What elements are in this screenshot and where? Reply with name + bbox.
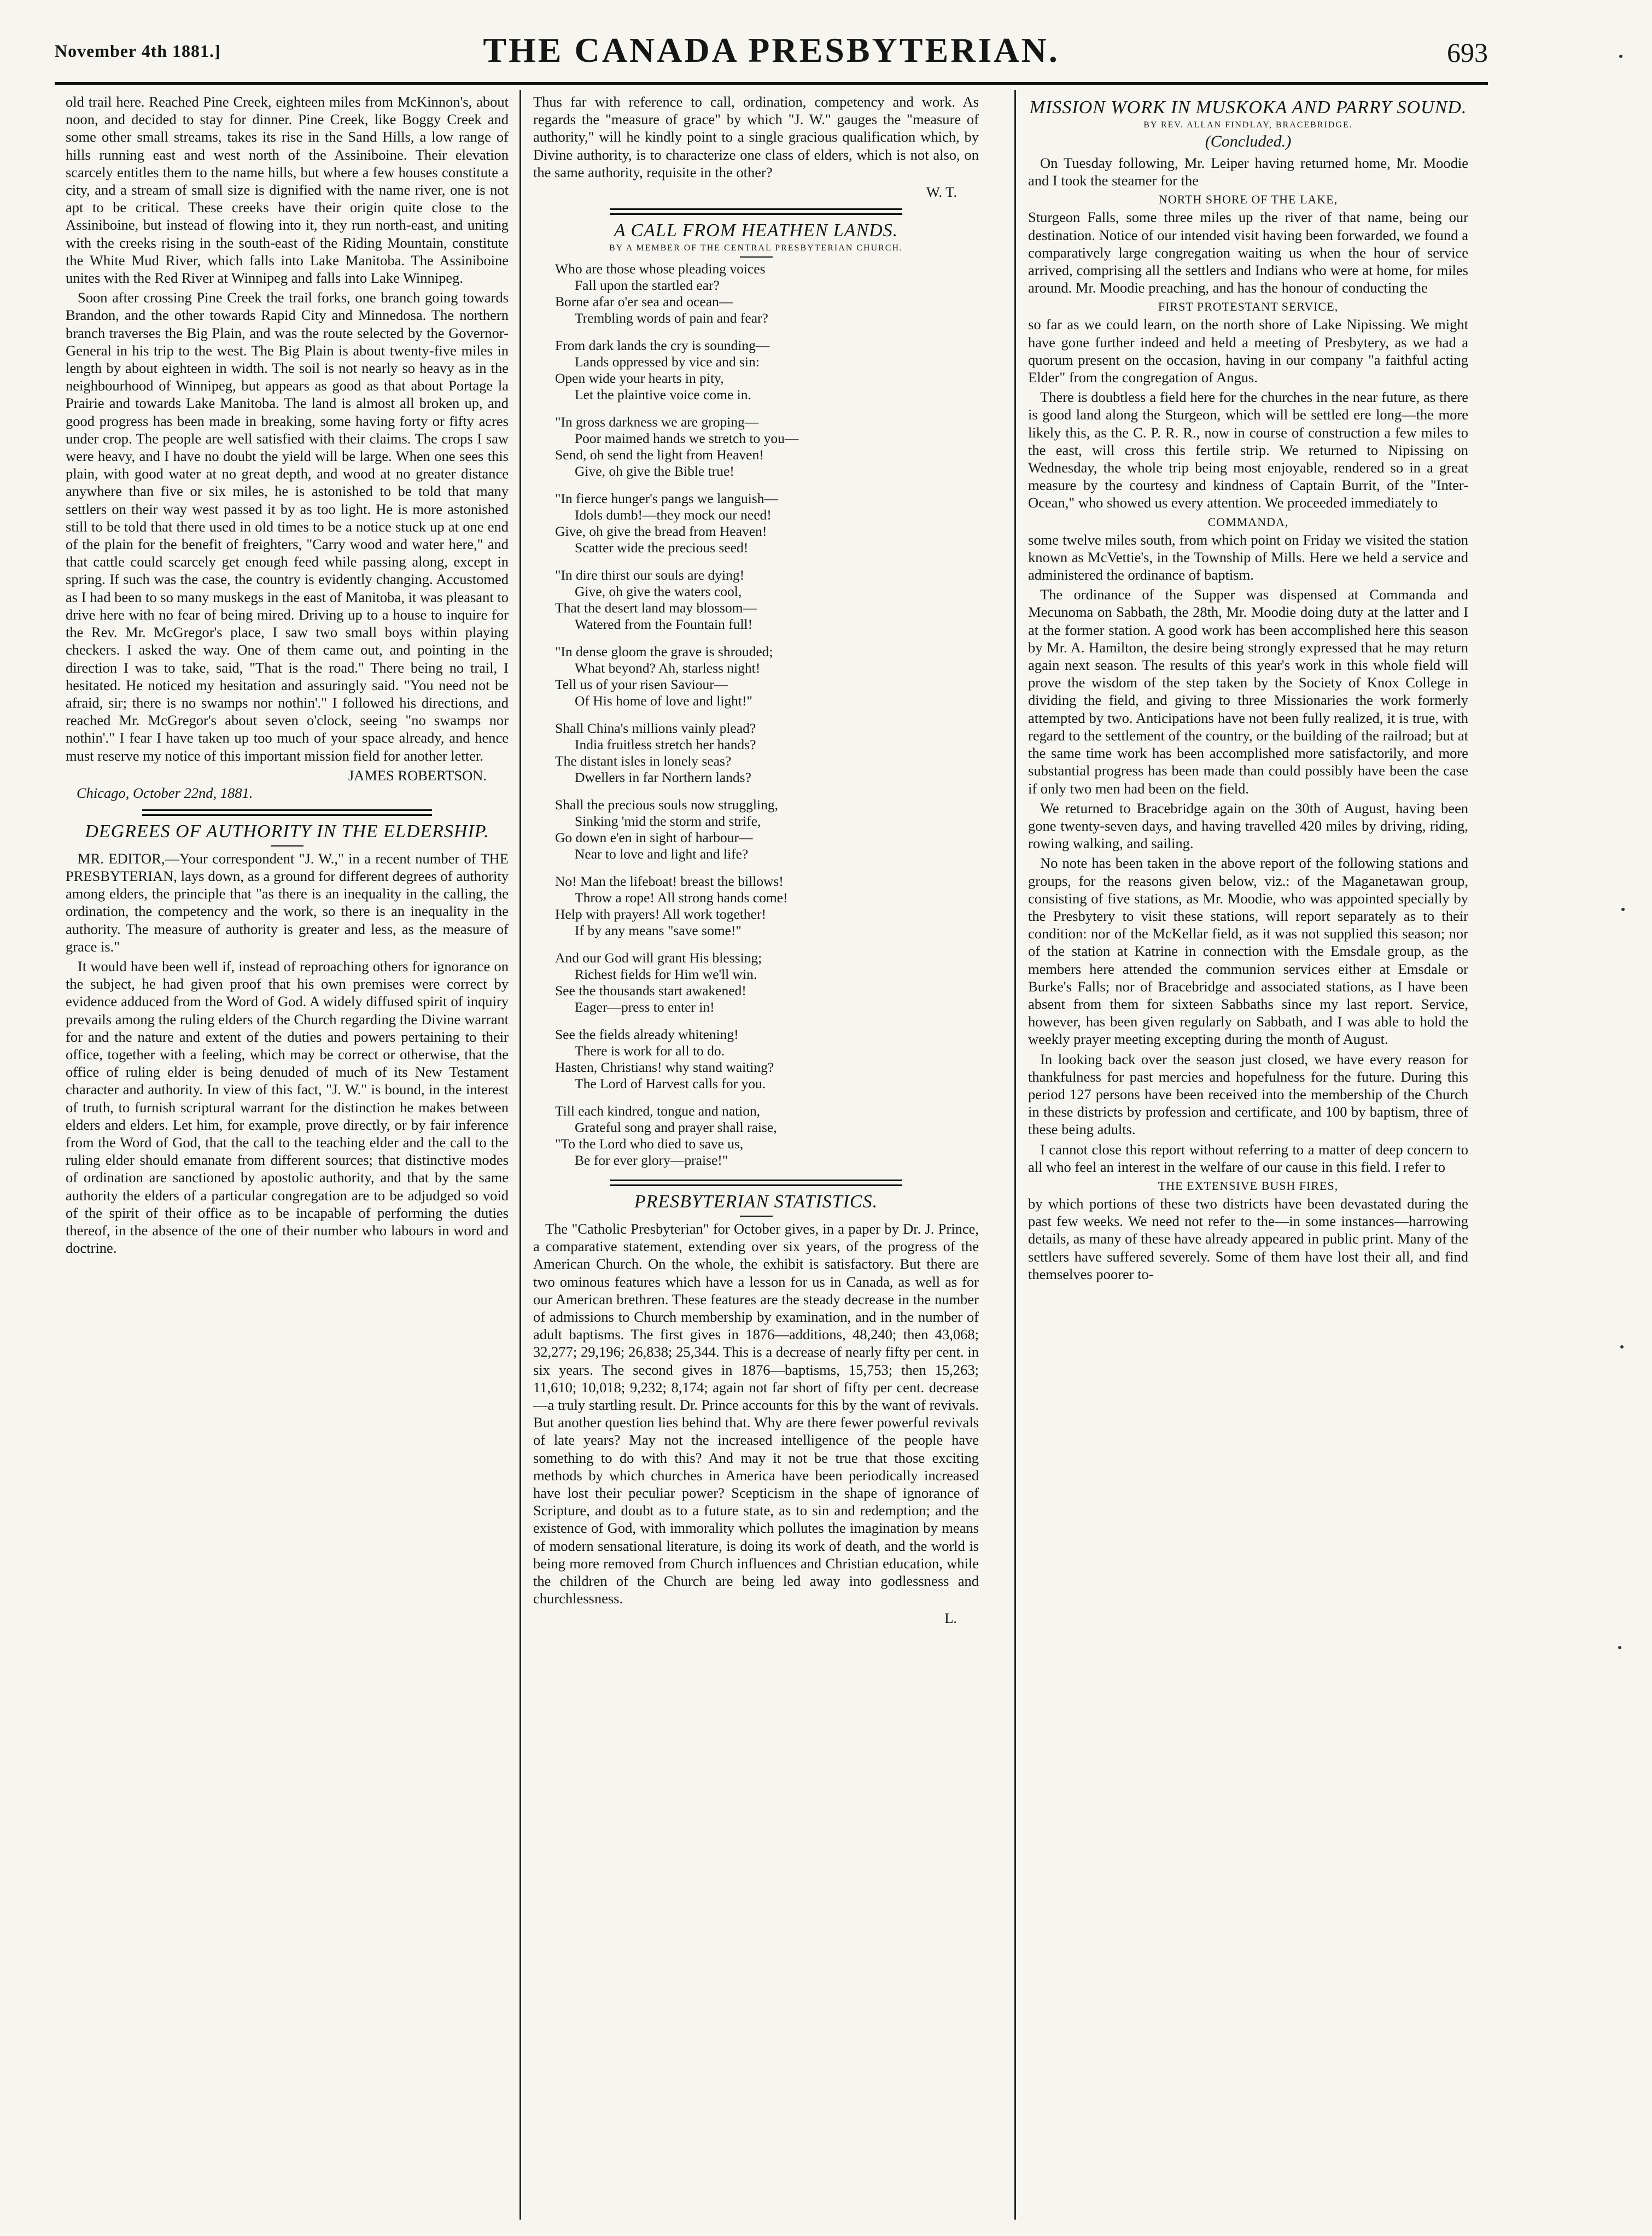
poem-stanza <box>555 491 979 556</box>
poem-line: Give, oh give the bread from Heaven! <box>555 523 767 540</box>
poem-stanza <box>555 1103 979 1169</box>
column-2 <box>533 93 979 2225</box>
poem-line: Give, oh give the Bible true! <box>575 463 734 480</box>
poem-line: Poor maimed hands we stretch to you— <box>575 430 799 447</box>
poem-stanza <box>555 797 979 862</box>
poem-line: Lands oppressed by vice and sin: <box>575 354 760 370</box>
column-divider <box>519 90 521 2220</box>
poem-line: "In dense gloom the grave is shrouded; <box>555 644 773 660</box>
poem-byline: BY A MEMBER OF THE CENTRAL PRESBYTERIAN CHURCH. <box>609 243 903 253</box>
scan-specks <box>1614 33 1630 2220</box>
poem-line: And our God will grant His blessing; <box>555 950 762 966</box>
poem-stanza <box>555 720 979 786</box>
article-paragraph: In looking back over the season just closed, we have every reason for thankfulness for past mercies and hopefulness for the future. During this period 127 persons have been received into the membership of the Church in these districts by profession and certificate, and 100 by baptism, three of these being adults. <box>1028 1050 1468 1138</box>
article-paragraph: Soon after crossing Pine Creek the trail forks, one branch going towards Brandon, and the other towards Rapid City and Minnedosa. The northern branch traverses the Big Plain, and was the route selected by the Governor-General in his trip to the west. The Big Plain is about twenty-five miles in length by about eighteen in width. The soil is not nearly so heavy as in the neighbourhood of Winnipeg, but appears as good as that about Portage la Prairie and towards Lake Manitoba. The land is almost all broken up, and good progress has been made in breaking, some having forty or fifty acres under crop. The people are well satisfied with their claims. The crops I saw were heavy, and I have no doubt the yield will be large. When one sees this plain, with good water at no great depth, and wood at no greater distance anywhere than five or six miles, he is astonished to be told that many settlers on their way west passed it by as too light. He is more astonished still to be told that there used in old times to be a notice stuck up at one end of the plain for the benefit of freighters, "Carry wood and water here," and that cattle could scarcely get enough feed while passing along, except in spring. If such was the case, the country is evidently changing. Accustomed as I had been to so many muskegs in the east of Manitoba, it was pleasant to drive here with no fear of being mired. Driving up to a house to inquire for the Rev. Mr. McGregor's place, I saw two small boys within playing checkers. I asked the way. One of them came out, and pointing in the direction I was to take, said, "That is the road." There being no trail, I hesitated. He noticed my hesitation and assuringly said. "You need not be afraid, sir; there is no swamps nor nothin'." I followed his directions, and reached Mr. McGregor's about seven o'clock, seeing "no swamps nor nothin'." I fear I have taken up too much of your space already, and hence must reserve my notice of this important mission field for another letter. <box>66 289 509 764</box>
article-paragraph: so far as we could learn, on the north shore of Lake Nipissing. We might have gone further indeed and held a meeting of Presbytery, as we had a quorum present on the occasion, having in our company "a faithful acting Elder" from the congregation of Angus. <box>1028 316 1468 386</box>
poem-stanza <box>555 414 979 480</box>
poem-line: "In gross darkness we are groping— <box>555 414 759 430</box>
article-paragraph: MR. EDITOR,—Your correspondent "J. W.," in a recent number of THE PRESBYTERIAN, lays down, as a ground for different degrees of authority among elders, the principle that "as there is an inequality in the calling, the ordination, the competency and the work, so there is an inequality in the authority. The measure of authority is greater and less, as the measure of grace is." <box>66 850 509 955</box>
article-heading: MISSION WORK IN MUSKOKA AND PARRY SOUND. <box>1029 97 1467 118</box>
poem-line: Of His home of love and light!" <box>575 693 752 709</box>
article-heading: DEGREES OF AUTHORITY IN THE ELDERSHIP. <box>85 821 489 842</box>
article-paragraph: On Tuesday following, Mr. Leiper having returned home, Mr. Moodie and I took the steamer for the <box>1028 155 1468 189</box>
poem-line: Eager—press to enter in! <box>575 999 715 1015</box>
poem-line: Near to love and light and life? <box>575 846 749 862</box>
poem-line: What beyond? Ah, starless night! <box>575 660 761 676</box>
scan-speck <box>1618 1646 1621 1649</box>
poem-line: "In dire thirst our souls are dying! <box>555 567 745 583</box>
poem-line: Be for ever glory—praise!" <box>575 1152 728 1169</box>
poem-line: Shall the precious souls now struggling, <box>555 797 778 813</box>
subheading: THE EXTENSIVE BUSH FIRES, <box>1158 1178 1339 1193</box>
masthead-rule <box>55 82 1488 85</box>
poem-title: A CALL FROM HEATHEN LANDS. <box>614 220 898 241</box>
article-paragraph: The "Catholic Presbyterian" for October gives, in a paper by Dr. J. Prince, a comparative statement, extending over six years, of the progress of the American Church. On the whole, the exhibit is satisfactory. But there are two ominous features which have a lesson for us in Canada, as well as for our American brethren. These features are the steady decrease in the number of admissions to Church membership by examination, and in the number of adult baptisms. The first gives in 1876—additions, 48,240; then 43,068; 32,277; 29,196; 26,838; 25,344. This is a decrease of nearly fifty per cent. in six years. The second gives in 1876—baptisms, 15,753; then 15,263; 11,610; 10,018; 9,232; 8,174; again not far short of fifty per cent. decrease—a truly startling result. Dr. Prince accounts for this by the want of revivals. But another question lies behind that. Why are there fewer powerful revivals of late years? May not the increased intelligence of the people have something to do with this? And may it not be true that those exciting methods by which churches in America have been periodically increased have lost their peculiar power? Scepticism in the shape of ignorance of Scripture, and doubt as to a future state, as to sin and redemption; and the existence of God, with immorality which pollutes the imagination by means of modern sensational literature, is doing its work of death, and the world is being more removed from Church influences and Christian education, while the children of the Church are being led away into godlessness and churchlessness. <box>533 1221 979 1607</box>
poem-line: No! Man the lifeboat! breast the billows! <box>555 873 784 890</box>
poem-line: Watered from the Fountain full! <box>575 616 753 633</box>
poem-line: Hasten, Christians! why stand waiting? <box>555 1059 774 1076</box>
poem-line: Shall China's millions vainly plead? <box>555 720 756 737</box>
poem-line: Fall upon the startled ear? <box>575 277 720 294</box>
author-signature: L. <box>944 1610 957 1627</box>
poem-stanza <box>555 1026 979 1092</box>
poem-line: "In fierce hunger's pangs we languish— <box>555 491 779 507</box>
poem-line: Till each kindred, tongue and nation, <box>555 1103 761 1119</box>
scan-speck <box>1621 908 1625 911</box>
section-rule <box>610 1180 902 1186</box>
poem-line: Go down e'en in sight of harbour— <box>555 830 753 846</box>
article-paragraph: Sturgeon Falls, some three miles up the river of that name, being our destination. Notice of our intended visit having been forwarded, we found a comparatively large congregation waiting us when the hour of service arrived, comprising all the settlers and Indians who were at home, for miles around. Mr. Moodie preaching, and has the honour of conducting the <box>1028 209 1468 296</box>
newspaper-title: THE CANADA PRESBYTERIAN. <box>483 31 1060 69</box>
subheading: COMMANDA, <box>1207 515 1289 529</box>
article-paragraph: by which portions of these two districts have been devastated during the past few weeks. We need not refer to the—in some instances—harrowing details, as many of these have already appeared in public print. Many of the settlers have suffered severely. Some of them have lost their all, and find themselves poorer to- <box>1028 1195 1468 1282</box>
poem-line: See the thousands start awakened! <box>555 983 746 999</box>
short-rule <box>740 1216 773 1217</box>
section-rule <box>142 809 432 816</box>
section-rule <box>610 208 902 215</box>
short-rule <box>740 256 773 258</box>
article-paragraph: I cannot close this report without referring to a matter of deep concern to all who feel an interest in the welfare of our cause in this field. I refer to <box>1028 1141 1468 1175</box>
poem-stanza <box>555 950 979 1015</box>
poem-line: That the desert land may blossom— <box>555 600 757 616</box>
subheading: NORTH SHORE OF THE LAKE, <box>1158 192 1338 207</box>
article-heading: PRESBYTERIAN STATISTICS. <box>634 1192 878 1212</box>
article-paragraph: No note has been taken in the above report of the following stations and groups, for the reasons given below, viz.: of the Maganetawan group, consisting of five stations, as Mr. Moodie, who was appointed specially by the Presbytery to visit these stations, will report separately as to their condition: nor of the McKellar field, as it was not supplied this season; nor of the station at Katrine in connection with the Emsdale group, as the members here attended the communion services either at Emsdale or Burke's Falls; nor of Bracebridge and associated stations, as I have been absent from them for sixteen Sabbaths since my last report. Service, however, has been given regularly on Sabbath, and I was able to hold the weekly prayer meeting excepting during the month of August. <box>1028 855 1468 1048</box>
concluded-note: (Concluded.) <box>1205 132 1292 150</box>
article-paragraph: There is doubtless a field here for the churches in the near future, as there is good land along the Sturgeon, which will be settled ere long—the more likely this, as the C. P. R. R., now in course of construction a few miles to the east, will cross this fertile strip. We returned to Nipissing on Wednesday, the whole trip being most enjoyable, rendered so in a great measure by the courtesy and kindness of Captain Burrit, of the "Inter-Ocean," who showed us every attention. We proceeded immediately to <box>1028 389 1468 511</box>
article-paragraph: It would have been well if, instead of reproaching others for ignorance on the subject, he had given proof that his own premises were correct by evidence adduced from the Word of God. A widely diffused spirit of inquiry prevails among the ruling elders of the Church regarding the Divine warrant for and the nature and extent of the duties and powers pertaining to their office, together with a feeling, which may be correct or otherwise, that the office of ruling elder is being denuded of much of its New Testament character and authority. In view of this fact, "J. W." is bound, in the interest of truth, to furnish scriptural warrant for the distinction he makes between elders and elders. Let him, for example, prove directly, or by fair inference from the Word of God, that the call to the teaching elder and the call to the ruling elder should emanate from different sources; that distinctive modes of ordination are sanctioned by apostolic authority, and that by the same authority the elders of a particular congregation are to be adjudged so void of the spirit of their office as to be incapable of performing the duties thereof, in the absence of the one of their number who labours in word and doctrine. <box>66 958 509 1257</box>
column-divider <box>1014 90 1016 2220</box>
poem-line: Send, oh send the light from Heaven! <box>555 447 764 463</box>
masthead <box>55 30 1488 74</box>
article-paragraph: Thus far with reference to call, ordination, competency and work. As regards the "measure of grace" by which "J. W." gauges the "measure of authority," will he kindly point to a single gracious qualification which, by Divine authority, is to characterize one class of elders, which is not also, on the same authority, requisite in the other? <box>533 94 979 180</box>
article-paragraph: We returned to Bracebridge again on the 30th of August, having been gone twenty-seven days, and having travelled 420 miles by driving, riding, rowing walking, and sailing. <box>1028 799 1468 852</box>
article-byline: BY REV. ALLAN FINDLAY, BRACEBRIDGE. <box>1143 120 1353 130</box>
column-1 <box>66 93 509 2225</box>
poem-line: Open wide your hearts in pity, <box>555 370 724 387</box>
article-paragraph: old trail here. Reached Pine Creek, eighteen miles from McKinnon's, about noon, and decided to stay for dinner. Pine Creek, like Boggy Creek and some other small streams, takes its rise in the Sand Hills, a low range of hills running east and west north of the Assiniboine. Their elevation scarcely entitles them to the name hills, but where a few houses constitute a city, and a stream of small size is dignified with the name river, one is not apt to be critical. These creeks have their origin quite close to the Assiniboine, but instead of flowing into it, they run north-east, and uniting with the creeks rising in the south-east of the Riding Mountain, constitute the White Mud River, which falls into Lake Manitoba. The Assiniboine unites with the Red River at Winnipeg and falls into Lake Winnipeg. <box>66 94 509 287</box>
poem-stanza <box>555 261 979 326</box>
author-signature: JAMES ROBERTSON. <box>348 767 487 784</box>
poem-line: See the fields already whitening! <box>555 1026 739 1043</box>
poem-line: There is work for all to do. <box>575 1043 725 1059</box>
article-paragraph: some twelve miles south, from which point on Friday we visited the station known as McVettie's, in the Township of Mills. Here we held a service and administered the ordinance of baptism. <box>1028 531 1468 583</box>
poem-line: Help with prayers! All work together! <box>555 906 766 923</box>
poem-stanza <box>555 567 979 633</box>
issue-date: November 4th 1881.] <box>55 41 221 61</box>
poem-line: Dwellers in far Northern lands? <box>575 769 751 786</box>
poem-line: Richest fields for Him we'll win. <box>575 966 757 983</box>
poem-line: The distant isles in lonely seas? <box>555 753 732 769</box>
poem-line: Scatter wide the precious seed! <box>575 540 749 556</box>
poem-line: Grateful song and prayer shall raise, <box>575 1119 777 1136</box>
column-3 <box>1028 93 1468 2225</box>
article-paragraph: The ordinance of the Supper was dispensed at Commanda and Mecunoma on Sabbath, the 28th, Mr. Moodie doing duty at the latter and I at the former station. A good work has been accomplished here this season by Mr. A. Hamilton, the desire being strongly expressed that he may return again next season. The results of this year's work in this whole field will prove the wisdom of the step taken by the Society of Knox College in dividing the field, and giving to three Missionaries the work formerly attempted by two. Anticipations have not been fully realized, it is true, with regard to the settlement of the country, or the building of the railroad; but at the same time work has been accomplished more satisfactorily, and more substantial progress has been made than could possibly have been the case if only two men had been on the field. <box>1028 586 1468 797</box>
dateline: Chicago, October 22nd, 1881. <box>77 784 253 801</box>
poem-stanza <box>555 873 979 939</box>
poem-line: Let the plaintive voice come in. <box>575 387 751 403</box>
poem-line: Who are those whose pleading voices <box>555 261 766 277</box>
poem-line: Give, oh give the waters cool, <box>575 583 742 600</box>
poem-line: Tell us of your risen Saviour— <box>555 676 728 693</box>
short-rule <box>271 845 303 846</box>
subheading: FIRST PROTESTANT SERVICE, <box>1158 300 1339 314</box>
poem-stanza <box>555 644 979 709</box>
poem-line: Trembling words of pain and fear? <box>575 310 768 326</box>
poem <box>533 261 979 1169</box>
scan-speck <box>1619 55 1622 58</box>
poem-line: "To the Lord who died to save us, <box>555 1136 744 1152</box>
page-number: 693 <box>1447 37 1488 68</box>
poem-line: Sinking 'mid the storm and strife, <box>575 813 761 830</box>
poem-line: India fruitless stretch her hands? <box>575 737 756 753</box>
poem-line: Idols dumb!—they mock our need! <box>575 507 772 523</box>
poem-line: Borne afar o'er sea and ocean— <box>555 294 733 310</box>
poem-line: Throw a rope! All strong hands come! <box>575 890 788 906</box>
scan-speck <box>1620 1345 1624 1348</box>
poem-line: If by any means "save some!" <box>575 923 742 939</box>
poem-line: From dark lands the cry is sounding— <box>555 337 770 354</box>
poem-stanza <box>555 337 979 403</box>
poem-line: The Lord of Harvest calls for you. <box>575 1076 766 1092</box>
author-signature: W. T. <box>926 184 957 201</box>
